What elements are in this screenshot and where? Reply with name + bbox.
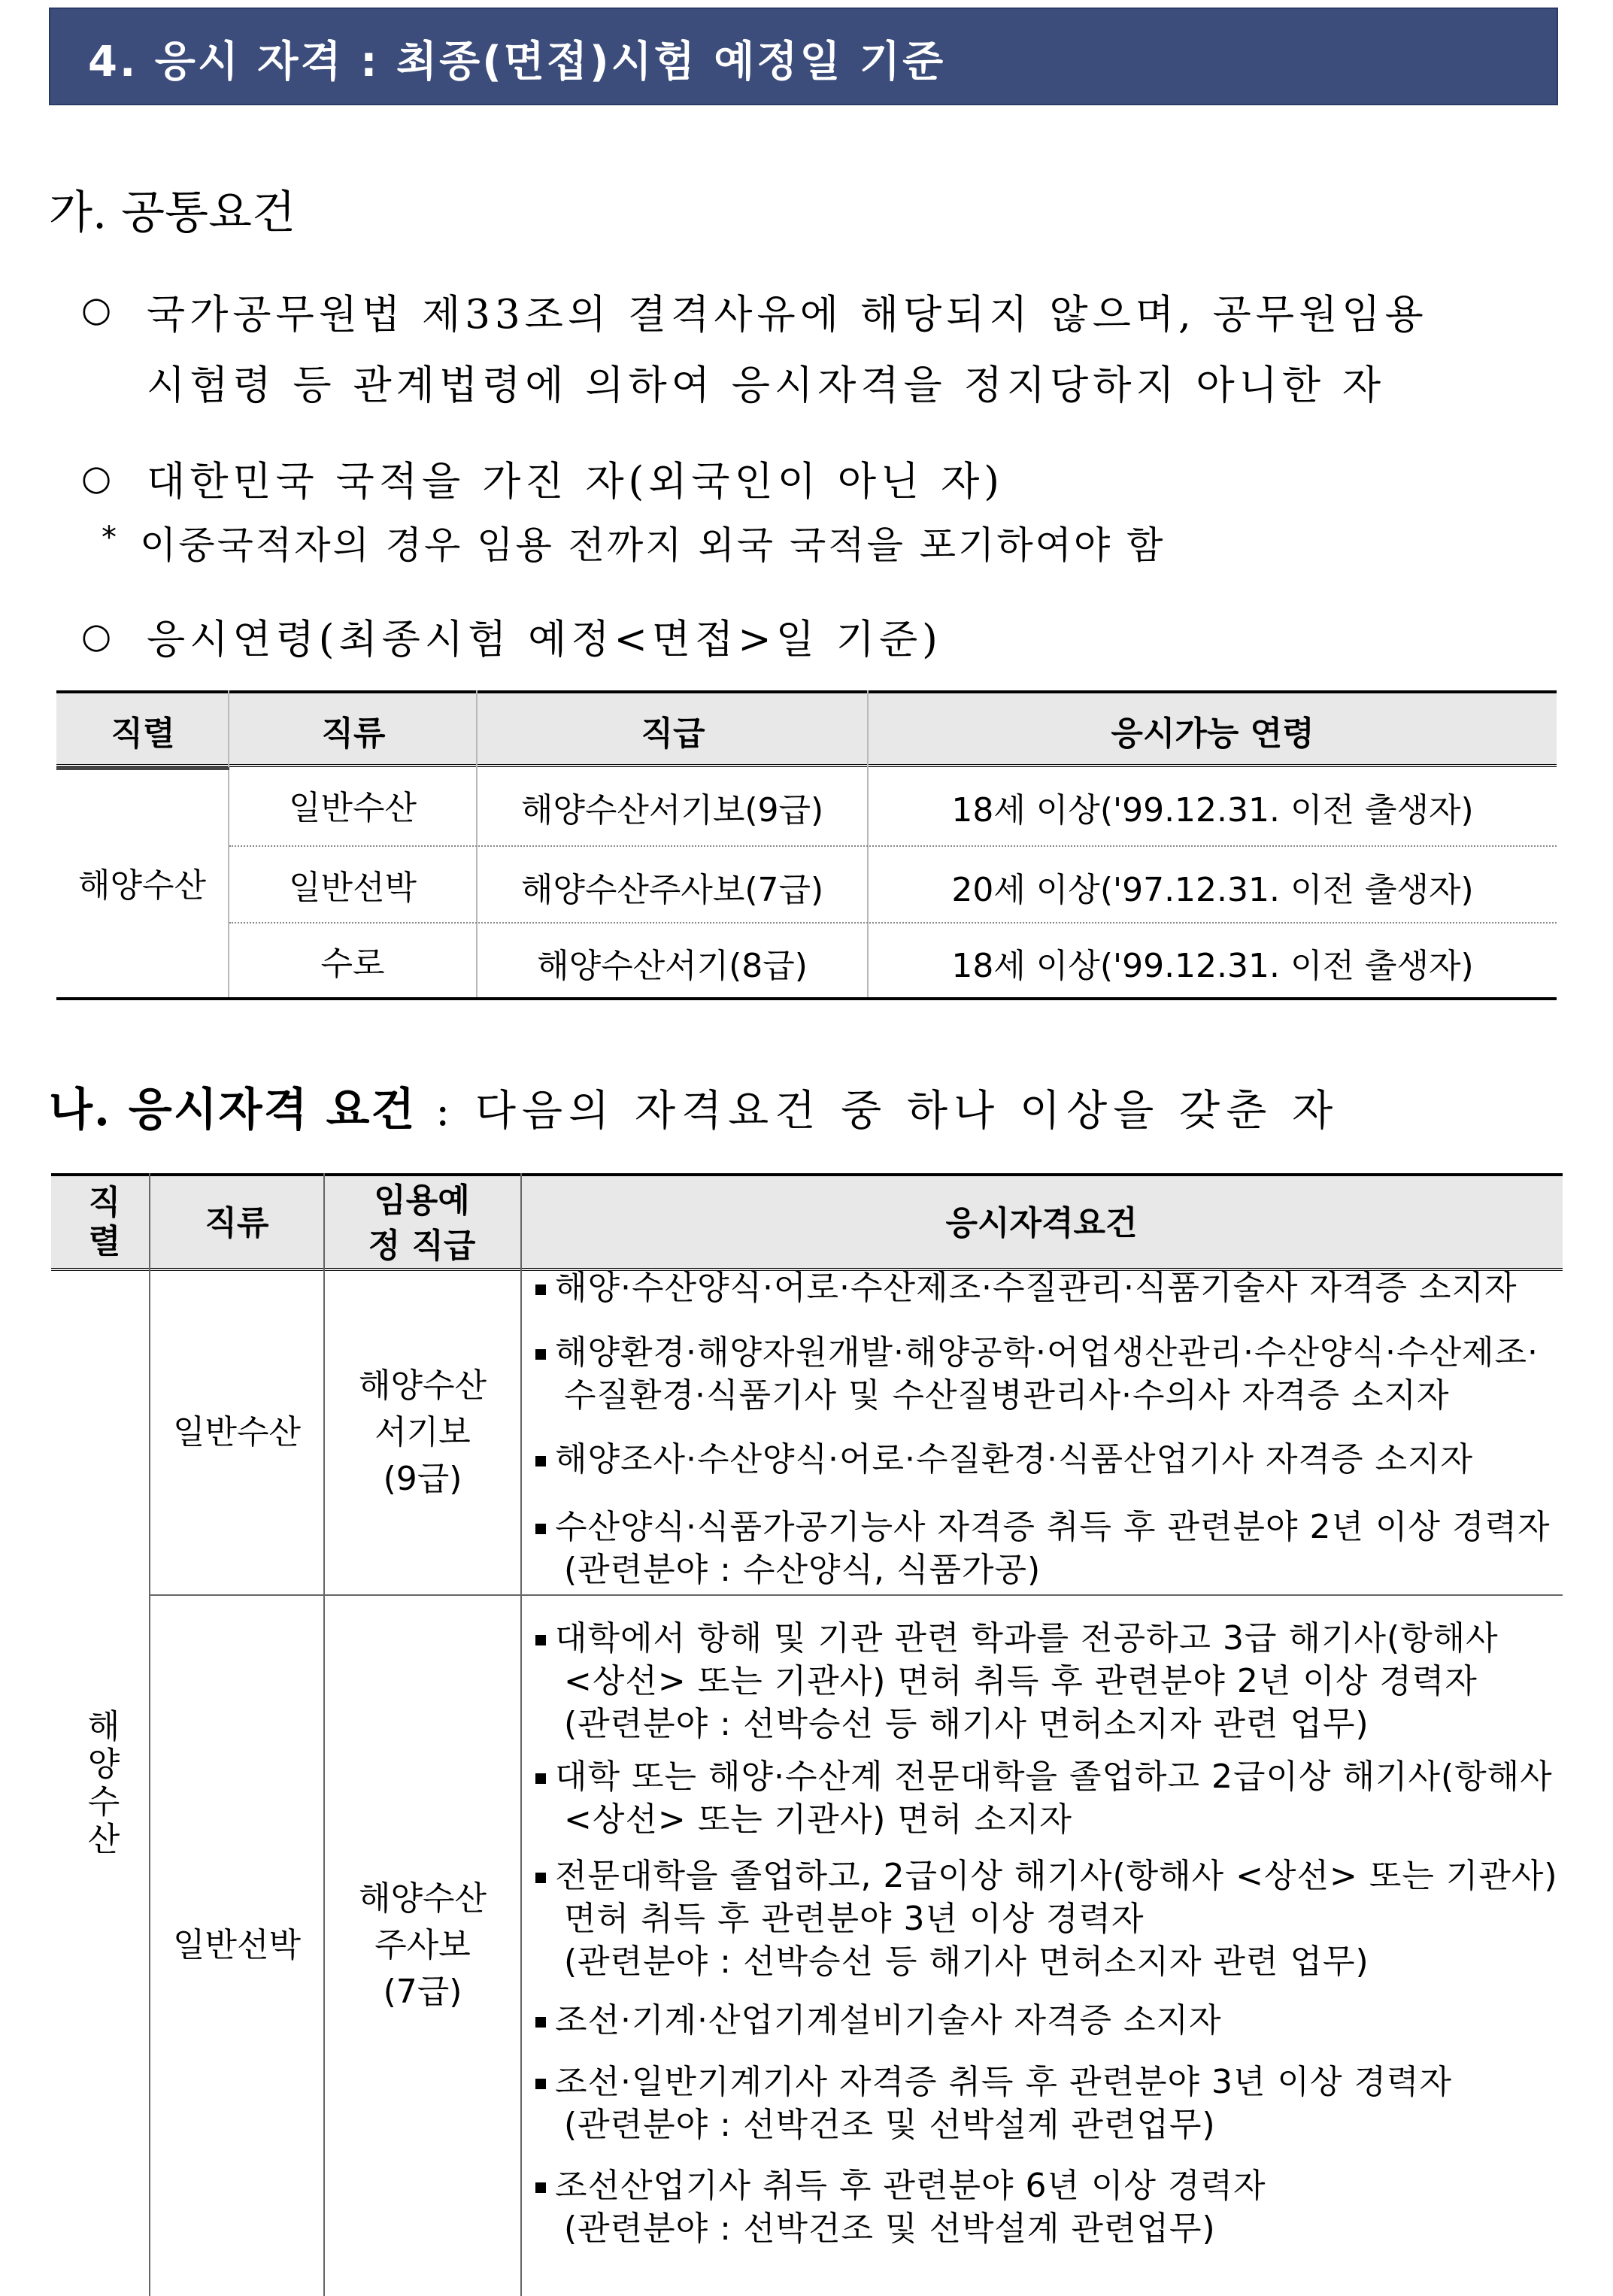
section-b-title: 나. 응시자격 요건 [49,1084,417,1136]
section-header-banner [49,8,1558,105]
section-a-title: 가. 공통요건 [49,187,296,239]
requirement-item: 조선·기계·산업기계설비기술사 자격증 소지자 [535,1999,1222,2042]
series-cell-text: 해양수산 [81,1708,120,1859]
square-bullet-icon [535,1456,546,1466]
age-cell: 20세 이상('97.12.31. 이전 출생자) [951,871,1474,909]
header-series [51,1176,150,1271]
header-series-text: 직렬 [82,1184,120,1263]
qualification-table [51,1173,1563,2296]
track-cell: 일반선박 [172,1926,301,1964]
requirement-item: 대학에서 항해 및 기관 관련 학과를 전공하고 3급 해기사(항해사 <상선> 또는 기관사) 면허 취득 후 관련분야 2년 이상 경력자 (관련분야 : 선박승선 등 해기사 면허소지자 관련 업무) [535,1617,1499,1746]
square-bullet-icon [535,1873,546,1883]
square-bullet-icon [535,1349,546,1360]
requirement-line: 대한민국 국적을 가진 자(외국인이 아닌 자) [147,459,1004,505]
header-age: 응시가능 연령 [1111,714,1314,753]
requirement-item: 조선·일반기계기사 자격증 취득 후 관련분야 3년 이상 경력자 (관련분야 : 선박건조 및 선박설계 관련업무) [535,2061,1452,2146]
header-track: 직류 [205,1204,269,1242]
header-requirements: 응시자격요건 [945,1204,1138,1242]
bullet-circle: ○ [81,289,112,329]
series-cell [51,1271,149,2296]
requirement-item: 해양·수산양식·어로·수산제조·수질관리·식품기술사 자격증 소지자 [535,1266,1517,1309]
square-bullet-icon [535,1284,546,1295]
grade-line: 서기보 [374,1413,471,1451]
track-cell: 일반수산 [172,1413,301,1451]
series-cell: 해양수산 [77,866,206,905]
age-table-header [56,690,1557,767]
section-b-subtitle: : 다음의 자격요건 중 하나 이상을 갖춘 자 [416,1087,1339,1136]
bullet-circle: ○ [81,615,112,656]
square-bullet-icon [535,2017,546,2028]
square-bullet-icon [535,1524,546,1534]
grade-cell: 해양수산서기보(9급) [520,791,824,830]
section-header-title: 4. 응시 자격 : 최종(면접)시험 예정일 기준 [88,38,946,86]
header-grade: 임용예정 직급 [368,1181,476,1265]
square-bullet-icon [535,2079,546,2089]
requirement-item: 조선산업기사 취득 후 관련분야 6년 이상 경력자 (관련분야 : 선박건조 및 선박설계 관련업무) [535,2164,1266,2250]
requirements-cell [522,1271,1563,1594]
track-cell: 일반선박 [288,869,417,907]
age-cell: 18세 이상('99.12.31. 이전 출생자) [951,947,1474,985]
grade-cell [325,1596,520,2295]
grade-cell [325,1271,520,1594]
grade-line: 해양수산 [358,1366,487,1405]
requirement-item: 대학 또는 해양·수산계 전문대학을 졸업하고 2급이상 해기사(항해사 <상선> 또는 기관사) 면허 소지자 [535,1755,1553,1841]
track-cell: 수로 [320,945,385,983]
qualification-table-header [51,1173,1563,1271]
age-cell: 18세 이상('99.12.31. 이전 출생자) [951,791,1474,830]
requirement-item: 해양조사·수산양식·어로·수질환경·식품산업기사 자격증 소지자 [535,1438,1473,1481]
bullet-circle: ○ [81,457,112,498]
requirements-cell [522,1596,1563,2295]
grade-line: (9급) [383,1460,462,1498]
header-track: 직류 [321,714,386,753]
grade-line: 해양수산 [358,1879,487,1918]
square-bullet-icon [535,2182,546,2193]
requirement-item: 수산양식·식품가공기능사 자격증 취득 후 관련분야 2년 이상 경력자 (관련분야 : 수산양식, 식품가공) [535,1506,1551,1591]
grade-cell: 해양수산서기(8급) [537,947,808,985]
grade-line: (7급) [383,1973,462,2011]
grade-line: 주사보 [374,1926,471,1964]
section-b-title-wrap [49,1074,1339,1139]
note-asterisk: * [102,520,117,555]
header-series: 직렬 [111,714,175,753]
requirement-line: 국가공무원법 제33조의 결격사유에 해당되지 않으며, 공무원임용 [147,292,1428,338]
grade-cell: 해양수산주사보(7급) [520,871,824,909]
requirement-line: 응시연령(최종시험 예정<면접>일 기준) [147,617,942,663]
square-bullet-icon [535,1773,546,1784]
header-grade: 직급 [641,714,705,753]
requirement-item: 전문대학을 졸업하고, 2급이상 해기사(항해사 <상선> 또는 기관사) 면허 취득 후 관련분야 3년 이상 경력자 (관련분야 : 선박승선 등 해기사 면허소지자 관련 업무) [535,1855,1558,1983]
requirement-line: 시험령 등 관계법령에 의하여 응시자격을 정지당하지 아니한 자 [147,362,1386,408]
square-bullet-icon [535,1635,546,1645]
note-line: 이중국적자의 경우 임용 전까지 외국 국적을 포기하여야 함 [140,523,1166,567]
requirement-item: 해양환경·해양자원개발·해양공학·어업생산관리·수산양식·수산제조· 수질환경·식품기사 및 수산질병관리사·수의사 자격증 소지자 [535,1331,1539,1417]
track-cell: 일반수산 [288,789,417,827]
